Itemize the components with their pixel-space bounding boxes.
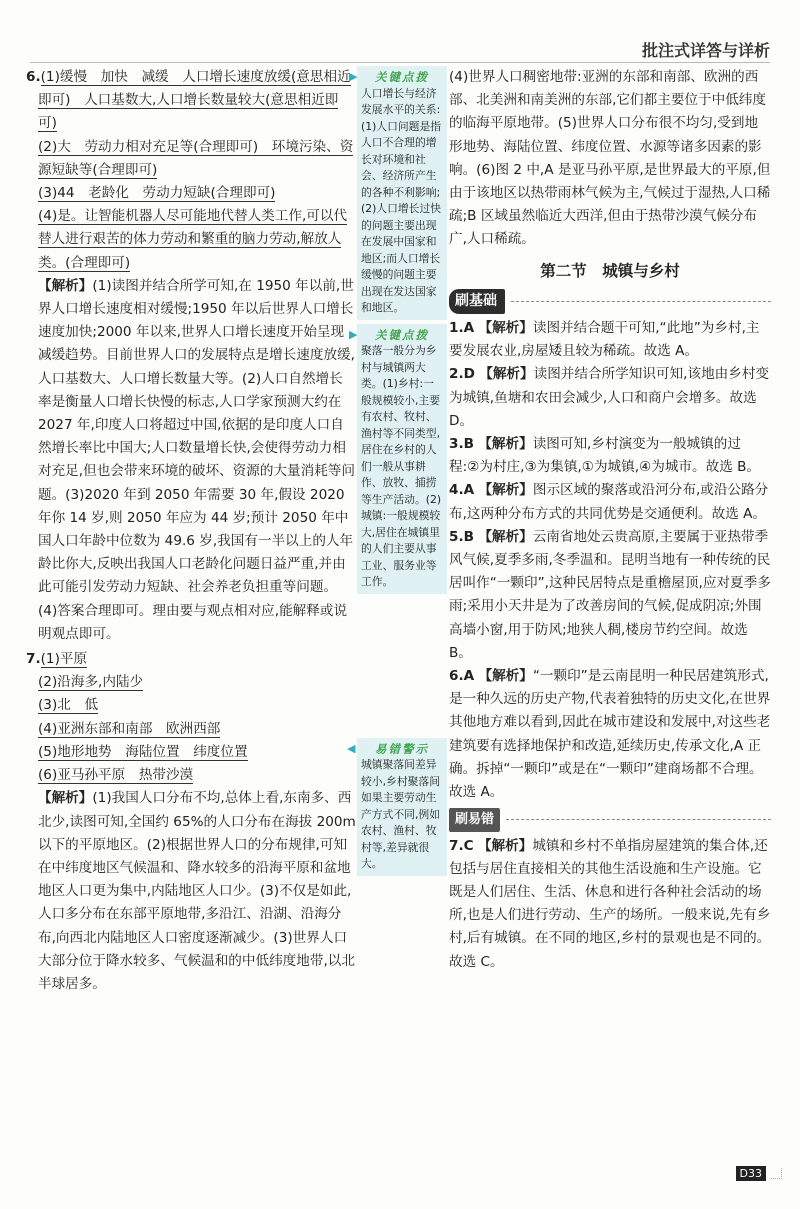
r-q3: 3.B 【解析】读图可知,乡村演变为一般城镇的过程:②为村庄,③为集镇,①为城镇,④为城市。故选 B。 bbox=[449, 436, 761, 476]
q7-answer-3: (3)北 低 bbox=[38, 697, 99, 714]
left-column bbox=[26, 66, 356, 996]
q7-answer-1: 7.(1)平原 bbox=[26, 651, 88, 668]
r-q1: 1.A 【解析】读图并结合题干可知,“此地”为乡村,主要发展农业,房屋矮且较为稀疏。故选 A。 bbox=[449, 320, 760, 360]
badge-basics: 刷基础 bbox=[449, 289, 505, 314]
note-text: 聚落一般分为乡村与城镇两大类。(1)乡村:一般规模较小,主要有农村、牧村、渔村等不同类型,居住在乡村的人们一般从事耕作、放牧、捕捞等生产活动。(2)城镇:一般规模较大,居住在城镇里的人们主要从事工业、服务业等工作。 bbox=[361, 344, 442, 588]
q7-answer-2: (2)沿海多,内陆少 bbox=[38, 674, 144, 691]
q6-analysis: 【解析】(1)读图并结合所学可知,在 1950 年以前,世界人口增长速度相对缓慢;1950 年以后世界人口增长速度加快;2000 年以来,世界人口增长速度开始呈现减缓趋势。目前世界人口的发展特点是增长速度放缓,人口基数大、人口增长数量大等。(2)人口自然增长率是衡量人口增长快慢的标志,人口学家预测大约在 2027 年,印度人口将超过中国,依据的是印度人口自然增长率比中国大;人口数量增长快,会使得劳动力相对充足,但也会带来环境的破坏、资源的大量消耗等问题。(3)2020 年到 2050 年需要 30 年,假设 2020 年你 14 岁,则 2050 年应为 44 岁;预计 2050 年中国人口年龄中位数为 49.6 岁,我国有一半以上的人年龄比你大,反映出我国人口老龄化问题日益严重,并由此可能引发劳动力短缺、社会养老负担重等问题。(4)答案合理即可。理由要与观点相对应,能解释或说明观点即可。 bbox=[38, 277, 355, 642]
q7-answer-6: (6)亚马孙平原 热带沙漠 bbox=[38, 767, 194, 784]
q7-analysis-continued: (4)世界人口稠密地带:亚洲的东部和南部、欧洲的西部、北美洲和南美洲的东部,它们都主要位于中低纬度的临海平原地带。(5)世界人口分布很不均匀,受到地形地势、海陆位置、纬度位置、水源等诸多因素的影响。(6)图 2 中,A 是亚马孙平原,是世界最大的平原,但由于该地区以热带雨林气候为主,气候过于湿热,人口稀疏;B 区域虽然临近大西洋,但由于热带沙漠气候分布广,人口稀疏。 bbox=[449, 69, 771, 248]
note-box-error-warning bbox=[357, 738, 447, 876]
corner-mark bbox=[771, 1168, 782, 1179]
r-q5: 5.B 【解析】云南省地处云贵高原,主要属于亚热带季风气候,夏季多雨,冬季温和。昆明当地有一种传统的民居叫作“一颗印”,这种民居特点是重檐屋顶,应对夏季多雨;采用小天井是为了改善房间的气候,促成阴凉;外围高墙小窗,用于防风;地狭人稠,楼房节约空间。故选 B。 bbox=[449, 528, 771, 661]
section-badge-basics bbox=[449, 289, 771, 314]
note-spacer bbox=[357, 598, 447, 738]
right-column bbox=[449, 66, 771, 974]
note-title: ▶ 关键点拨 bbox=[361, 327, 443, 344]
r-q2: 2.D 【解析】读图并结合所学知识可知,该地由乡村变为城镇,鱼塘和农田会减少,人口和商户会增多。故选 D。 bbox=[449, 366, 770, 429]
q6-answer-3: (3)44 老龄化 劳动力短缺(合理即可) bbox=[38, 185, 276, 202]
note-box-key-point-1 bbox=[357, 66, 447, 320]
badge-errors: 刷易错 bbox=[449, 808, 500, 831]
q6-answer-4: (4)是。让智能机器人尽可能地代替人类工作,可以代替人进行艰苦的体力劳动和繁重的脑力劳动,解放人类。(合理即可) bbox=[38, 208, 348, 271]
page-header-title: 批注式详答与详析 bbox=[641, 41, 770, 60]
header-divider bbox=[30, 62, 770, 63]
side-notes-column bbox=[357, 66, 447, 880]
q7-answer-5: (5)地形地势 海陆位置 纬度位置 bbox=[38, 743, 248, 760]
r-q6: 6.A 【解析】“一颗印”是云南昆明一种民居建筑形式,是一种久远的历史产物,代表着独特的历史文化,在世界其他地方难以看到,因此在城市建设和发展中,对这些老建筑要有选择地保护和改造,延续历史,传承文化,A 正确。拆掉“一颗印”或是在“一颗印”建商场都不合理。故选 A。 bbox=[449, 668, 771, 801]
section-badge-errors bbox=[449, 808, 771, 831]
r-q7: 7.C 【解析】城镇和乡村不单指房屋建筑的集合体,还包括与居住直接相关的其他生活设施和生产设施。它既是人们居住、生活、休息和进行各种社会活动的场所,也是人们进行劳动、生产的场所。一般来说,先有乡村,后有城镇。在不同的地区,乡村的景观也是不同的。故选 C。 bbox=[449, 837, 771, 970]
q6-answer-2: (2)大 劳动力相对充足等(合理即可) 环境污染、资源短缺等(合理即可) bbox=[38, 138, 354, 178]
q6-answer-1: 6.(1)缓慢 加快 减缓 人口增长速度放缓(意思相近即可) 人口基数大,人口增长数量较大(意思相近即可) bbox=[26, 69, 351, 132]
note-text: 城镇聚落间差异较小,乡村聚落间如果主要劳动生产方式不同,例如农村、渔村、牧村等,差异就很大。 bbox=[361, 758, 441, 870]
page-number: D33 bbox=[736, 1166, 766, 1181]
note-text: 人口增长与经济发展水平的关系:(1)人口问题是指人口不合理的增长对环境和社会、经济所产生的各种不利影响;(2)人口增长过快的问题主要出现在发展中国家和地区;而人口增长缓慢的问题主要出现在发达国家和地区。 bbox=[361, 86, 442, 314]
note-title: ▶ 关键点拨 bbox=[361, 69, 443, 86]
note-title: ◀ 易错警示 bbox=[375, 741, 429, 756]
section-title: 第二节 城镇与乡村 bbox=[540, 261, 680, 280]
q7-answer-4: (4)亚洲东部和南部 欧洲西部 bbox=[38, 720, 221, 737]
note-box-key-point-2 bbox=[357, 324, 447, 594]
q6-number: 6. bbox=[26, 69, 41, 85]
q7-analysis: 【解析】(1)我国人口分布不均,总体上看,东南多、西北少,读图可知,全国约 65%的人口分布在海拔 200m 以下的平原地区。(2)根据世界人口的分布规律,可知在中纬度地区气候温和、降水较多的沿海平原和盆地地区人口更为集中,内陆地区人口少。(3)不仅是如此,人口多分布在东部平原地带,多沿江、沿湖、沿海分布,向西北内陆地区人口密度逐渐减少。(3)世界人口大部分位于降水较多、气候温和的中低纬度地带,以北半球居多。 bbox=[38, 790, 356, 992]
q7-number: 7. bbox=[26, 651, 41, 668]
r-q4: 4.A 【解析】图示区域的聚落或沿河分布,或沿公路分布,这两种分布方式的共同优势是交通便利。故选 A。 bbox=[449, 482, 769, 522]
